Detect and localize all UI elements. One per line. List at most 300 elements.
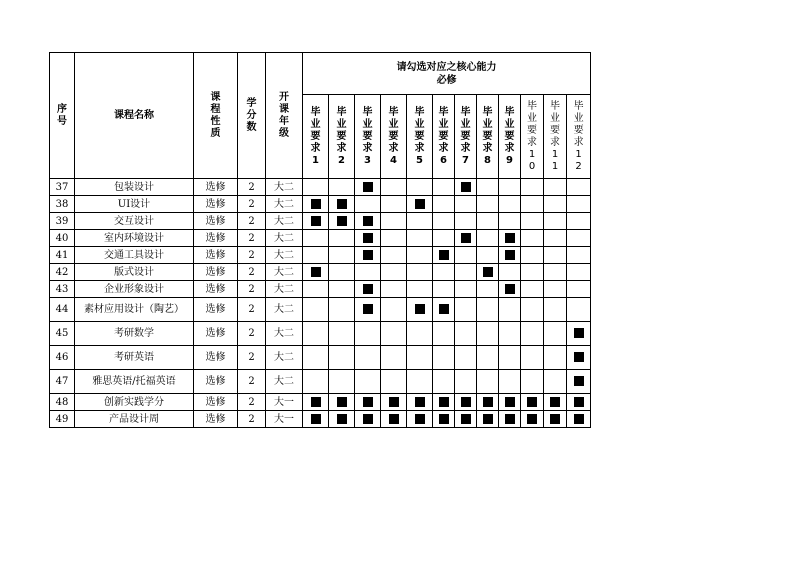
header-course-type: 课 程 性 质 xyxy=(194,53,238,179)
requirement-cell-6 xyxy=(433,179,455,196)
row-year: 大二 xyxy=(266,322,303,346)
requirement-cell-4 xyxy=(381,370,407,394)
requirement-cell-1 xyxy=(303,394,329,411)
requirement-cell-10 xyxy=(521,298,544,322)
requirement-cell-8 xyxy=(477,230,499,247)
row-course-type: 选修 xyxy=(194,411,238,428)
course-requirements-table xyxy=(49,52,591,428)
requirement-cell-5 xyxy=(407,247,433,264)
checked-mark-icon xyxy=(363,233,373,243)
checked-mark-icon xyxy=(311,414,321,424)
header-requirement-4: 毕 业 要 求 4 xyxy=(381,95,407,179)
requirement-cell-8 xyxy=(477,179,499,196)
requirement-cell-2 xyxy=(329,230,355,247)
requirement-cell-8 xyxy=(477,411,499,428)
checked-mark-icon xyxy=(439,397,449,407)
row-year: 大二 xyxy=(266,230,303,247)
checked-mark-icon xyxy=(415,199,425,209)
row-credits: 2 xyxy=(238,298,266,322)
checked-mark-icon xyxy=(574,328,584,338)
requirement-cell-11 xyxy=(544,230,567,247)
requirement-cell-6 xyxy=(433,264,455,281)
table-row xyxy=(50,394,591,411)
requirement-cell-8 xyxy=(477,322,499,346)
requirement-cell-8 xyxy=(477,247,499,264)
requirement-cell-5 xyxy=(407,230,433,247)
row-course-type: 选修 xyxy=(194,196,238,213)
header-requirement-7: 毕 业 要 求 7 xyxy=(455,95,477,179)
header-requirement-1: 毕 业 要 求 1 xyxy=(303,95,329,179)
requirement-cell-7 xyxy=(455,322,477,346)
requirement-cell-12 xyxy=(567,322,591,346)
requirement-cell-12 xyxy=(567,230,591,247)
requirement-cell-8 xyxy=(477,298,499,322)
requirement-cell-7 xyxy=(455,213,477,230)
requirement-cell-11 xyxy=(544,411,567,428)
row-year: 大二 xyxy=(266,264,303,281)
row-seq: 41 xyxy=(50,247,75,264)
checked-mark-icon xyxy=(505,414,515,424)
table-row xyxy=(50,230,591,247)
row-course-type: 选修 xyxy=(194,281,238,298)
checked-mark-icon xyxy=(574,352,584,362)
row-course-name: 包装设计 xyxy=(75,179,194,196)
header-requirement-6: 毕 业 要 求 6 xyxy=(433,95,455,179)
row-credits: 2 xyxy=(238,322,266,346)
checked-mark-icon xyxy=(363,414,373,424)
requirement-cell-2 xyxy=(329,298,355,322)
row-credits: 2 xyxy=(238,247,266,264)
checked-mark-icon xyxy=(337,199,347,209)
requirement-cell-7 xyxy=(455,370,477,394)
table-row xyxy=(50,196,591,213)
requirement-cell-9 xyxy=(499,264,521,281)
requirement-cell-4 xyxy=(381,230,407,247)
requirement-cell-10 xyxy=(521,411,544,428)
requirement-cell-5 xyxy=(407,394,433,411)
requirement-cell-9 xyxy=(499,281,521,298)
row-credits: 2 xyxy=(238,281,266,298)
checked-mark-icon xyxy=(550,414,560,424)
row-course-type: 选修 xyxy=(194,322,238,346)
requirement-cell-5 xyxy=(407,298,433,322)
checked-mark-icon xyxy=(363,216,373,226)
checked-mark-icon xyxy=(483,267,493,277)
row-course-name: 交互设计 xyxy=(75,213,194,230)
requirement-cell-8 xyxy=(477,281,499,298)
row-course-type: 选修 xyxy=(194,346,238,370)
checked-mark-icon xyxy=(461,182,471,192)
header-course-name: 课程名称 xyxy=(75,53,194,179)
header-requirement-5: 毕 业 要 求 5 xyxy=(407,95,433,179)
requirement-cell-11 xyxy=(544,213,567,230)
requirement-cell-10 xyxy=(521,213,544,230)
requirement-cell-10 xyxy=(521,247,544,264)
checked-mark-icon xyxy=(461,414,471,424)
checked-mark-icon xyxy=(574,376,584,386)
requirement-cell-2 xyxy=(329,370,355,394)
requirement-cell-2 xyxy=(329,346,355,370)
requirement-cell-5 xyxy=(407,196,433,213)
requirement-cell-4 xyxy=(381,281,407,298)
header-year: 开 课 年 级 xyxy=(266,53,303,179)
requirement-cell-8 xyxy=(477,196,499,213)
table-row xyxy=(50,346,591,370)
requirement-cell-8 xyxy=(477,264,499,281)
requirement-cell-8 xyxy=(477,213,499,230)
row-course-type: 选修 xyxy=(194,247,238,264)
row-year: 大一 xyxy=(266,394,303,411)
requirement-cell-6 xyxy=(433,411,455,428)
row-course-type: 选修 xyxy=(194,230,238,247)
requirement-cell-1 xyxy=(303,370,329,394)
requirement-cell-7 xyxy=(455,179,477,196)
requirement-cell-3 xyxy=(355,230,381,247)
table-row xyxy=(50,298,591,322)
requirement-cell-11 xyxy=(544,264,567,281)
requirement-cell-12 xyxy=(567,298,591,322)
requirement-cell-9 xyxy=(499,196,521,213)
row-seq: 46 xyxy=(50,346,75,370)
checked-mark-icon xyxy=(415,304,425,314)
requirement-cell-12 xyxy=(567,247,591,264)
requirement-cell-10 xyxy=(521,322,544,346)
row-course-name: 产品设计周 xyxy=(75,411,194,428)
requirement-cell-8 xyxy=(477,346,499,370)
requirement-cell-6 xyxy=(433,213,455,230)
row-seq: 38 xyxy=(50,196,75,213)
checked-mark-icon xyxy=(439,250,449,260)
row-credits: 2 xyxy=(238,230,266,247)
row-course-name: 创新实践学分 xyxy=(75,394,194,411)
requirement-cell-10 xyxy=(521,346,544,370)
header-requirement-9: 毕 业 要 求 9 xyxy=(499,95,521,179)
requirement-cell-1 xyxy=(303,322,329,346)
requirement-cell-8 xyxy=(477,394,499,411)
checked-mark-icon xyxy=(363,182,373,192)
requirement-cell-1 xyxy=(303,230,329,247)
requirement-cell-9 xyxy=(499,179,521,196)
requirement-cell-11 xyxy=(544,247,567,264)
requirement-cell-10 xyxy=(521,370,544,394)
requirement-cell-2 xyxy=(329,196,355,213)
row-year: 大二 xyxy=(266,281,303,298)
row-seq: 37 xyxy=(50,179,75,196)
requirement-cell-1 xyxy=(303,179,329,196)
requirement-cell-6 xyxy=(433,247,455,264)
table-row xyxy=(50,370,591,394)
checked-mark-icon xyxy=(439,414,449,424)
requirement-cell-3 xyxy=(355,298,381,322)
requirement-cell-10 xyxy=(521,264,544,281)
requirement-cell-10 xyxy=(521,230,544,247)
row-credits: 2 xyxy=(238,179,266,196)
requirement-cell-1 xyxy=(303,411,329,428)
requirement-cell-11 xyxy=(544,298,567,322)
requirement-cell-4 xyxy=(381,179,407,196)
requirement-cell-4 xyxy=(381,213,407,230)
row-seq: 43 xyxy=(50,281,75,298)
row-seq: 47 xyxy=(50,370,75,394)
requirement-cell-4 xyxy=(381,346,407,370)
requirement-cell-12 xyxy=(567,213,591,230)
requirement-cell-12 xyxy=(567,264,591,281)
checked-mark-icon xyxy=(311,199,321,209)
table-row xyxy=(50,247,591,264)
row-credits: 2 xyxy=(238,264,266,281)
header-seq: 序 号 xyxy=(50,53,75,179)
header-requirement-8: 毕 业 要 求 8 xyxy=(477,95,499,179)
requirement-cell-2 xyxy=(329,394,355,411)
row-seq: 49 xyxy=(50,411,75,428)
requirement-cell-11 xyxy=(544,394,567,411)
requirement-cell-3 xyxy=(355,281,381,298)
requirement-cell-12 xyxy=(567,411,591,428)
row-course-type: 选修 xyxy=(194,370,238,394)
row-course-name: UI设计 xyxy=(75,196,194,213)
header-requirement-12: 毕 业 要 求 1 2 xyxy=(567,95,591,179)
requirement-cell-1 xyxy=(303,213,329,230)
requirement-cell-6 xyxy=(433,394,455,411)
requirement-cell-6 xyxy=(433,281,455,298)
requirement-cell-3 xyxy=(355,196,381,213)
requirement-cell-4 xyxy=(381,264,407,281)
row-course-type: 选修 xyxy=(194,394,238,411)
requirement-cell-5 xyxy=(407,281,433,298)
checked-mark-icon xyxy=(505,397,515,407)
requirement-cell-11 xyxy=(544,196,567,213)
requirement-cell-7 xyxy=(455,264,477,281)
requirement-cell-10 xyxy=(521,394,544,411)
row-course-type: 选修 xyxy=(194,213,238,230)
requirement-cell-1 xyxy=(303,264,329,281)
requirement-cell-1 xyxy=(303,298,329,322)
requirement-cell-10 xyxy=(521,179,544,196)
row-year: 大二 xyxy=(266,179,303,196)
row-seq: 44 xyxy=(50,298,75,322)
requirement-cell-7 xyxy=(455,298,477,322)
checked-mark-icon xyxy=(574,414,584,424)
requirement-cell-8 xyxy=(477,370,499,394)
checked-mark-icon xyxy=(311,397,321,407)
requirement-cell-6 xyxy=(433,196,455,213)
requirement-cell-6 xyxy=(433,370,455,394)
table-row xyxy=(50,179,591,196)
requirement-cell-7 xyxy=(455,196,477,213)
row-credits: 2 xyxy=(238,411,266,428)
row-seq: 42 xyxy=(50,264,75,281)
row-credits: 2 xyxy=(238,370,266,394)
requirement-cell-12 xyxy=(567,281,591,298)
requirement-cell-6 xyxy=(433,230,455,247)
requirement-cell-2 xyxy=(329,281,355,298)
checked-mark-icon xyxy=(483,397,493,407)
requirement-cell-4 xyxy=(381,411,407,428)
requirement-cell-5 xyxy=(407,370,433,394)
checked-mark-icon xyxy=(461,397,471,407)
requirement-cell-4 xyxy=(381,322,407,346)
row-seq: 40 xyxy=(50,230,75,247)
row-year: 大二 xyxy=(266,298,303,322)
table-row xyxy=(50,281,591,298)
requirement-cell-3 xyxy=(355,346,381,370)
requirement-cell-6 xyxy=(433,346,455,370)
requirement-cell-12 xyxy=(567,370,591,394)
row-course-name: 交通工具设计 xyxy=(75,247,194,264)
checked-mark-icon xyxy=(389,414,399,424)
checked-mark-icon xyxy=(337,216,347,226)
checked-mark-icon xyxy=(574,397,584,407)
requirement-cell-12 xyxy=(567,346,591,370)
requirement-cell-12 xyxy=(567,179,591,196)
table-row xyxy=(50,264,591,281)
requirement-cell-11 xyxy=(544,322,567,346)
requirement-cell-6 xyxy=(433,298,455,322)
requirement-cell-11 xyxy=(544,346,567,370)
row-year: 大二 xyxy=(266,196,303,213)
requirement-cell-5 xyxy=(407,213,433,230)
row-seq: 45 xyxy=(50,322,75,346)
requirement-cell-3 xyxy=(355,264,381,281)
requirement-cell-4 xyxy=(381,298,407,322)
row-course-name: 版式设计 xyxy=(75,264,194,281)
row-year: 大二 xyxy=(266,213,303,230)
requirement-cell-7 xyxy=(455,346,477,370)
requirement-cell-11 xyxy=(544,281,567,298)
requirement-cell-1 xyxy=(303,247,329,264)
requirement-cell-4 xyxy=(381,247,407,264)
requirement-cell-9 xyxy=(499,346,521,370)
row-course-name: 考研英语 xyxy=(75,346,194,370)
checked-mark-icon xyxy=(505,284,515,294)
requirement-cell-7 xyxy=(455,394,477,411)
requirement-cell-1 xyxy=(303,346,329,370)
requirement-cell-9 xyxy=(499,247,521,264)
header-requirement-10: 毕 业 要 求 1 0 xyxy=(521,95,544,179)
row-course-type: 选修 xyxy=(194,179,238,196)
row-course-name: 室内环境设计 xyxy=(75,230,194,247)
checked-mark-icon xyxy=(311,267,321,277)
requirement-cell-5 xyxy=(407,179,433,196)
header-group-title: 请勾选对应之核心能力 必修 xyxy=(303,53,591,95)
checked-mark-icon xyxy=(505,250,515,260)
checked-mark-icon xyxy=(483,414,493,424)
header-requirement-3: 毕 业 要 求 3 xyxy=(355,95,381,179)
checked-mark-icon xyxy=(389,397,399,407)
row-course-type: 选修 xyxy=(194,298,238,322)
checked-mark-icon xyxy=(363,250,373,260)
requirement-cell-12 xyxy=(567,196,591,213)
checked-mark-icon xyxy=(337,414,347,424)
checked-mark-icon xyxy=(505,233,515,243)
requirement-cell-2 xyxy=(329,322,355,346)
row-year: 大一 xyxy=(266,411,303,428)
row-credits: 2 xyxy=(238,213,266,230)
requirement-cell-5 xyxy=(407,346,433,370)
table-row xyxy=(50,322,591,346)
checked-mark-icon xyxy=(311,216,321,226)
requirement-cell-2 xyxy=(329,411,355,428)
requirement-cell-11 xyxy=(544,370,567,394)
table-row xyxy=(50,411,591,428)
requirement-cell-3 xyxy=(355,247,381,264)
header-requirement-11: 毕 业 要 求 1 1 xyxy=(544,95,567,179)
checked-mark-icon xyxy=(415,397,425,407)
requirement-cell-5 xyxy=(407,411,433,428)
row-seq: 48 xyxy=(50,394,75,411)
checked-mark-icon xyxy=(337,397,347,407)
row-course-type: 选修 xyxy=(194,264,238,281)
row-year: 大二 xyxy=(266,370,303,394)
checked-mark-icon xyxy=(439,304,449,314)
row-course-name: 考研数学 xyxy=(75,322,194,346)
checked-mark-icon xyxy=(363,397,373,407)
row-year: 大二 xyxy=(266,247,303,264)
requirement-cell-2 xyxy=(329,213,355,230)
requirement-cell-1 xyxy=(303,281,329,298)
header-requirement-2: 毕 业 要 求 2 xyxy=(329,95,355,179)
requirement-cell-2 xyxy=(329,264,355,281)
requirement-cell-9 xyxy=(499,230,521,247)
row-year: 大二 xyxy=(266,346,303,370)
checked-mark-icon xyxy=(363,304,373,314)
requirement-cell-4 xyxy=(381,394,407,411)
row-credits: 2 xyxy=(238,394,266,411)
requirement-cell-7 xyxy=(455,281,477,298)
requirement-cell-5 xyxy=(407,264,433,281)
requirement-cell-9 xyxy=(499,213,521,230)
requirement-cell-3 xyxy=(355,370,381,394)
row-credits: 2 xyxy=(238,346,266,370)
requirement-cell-3 xyxy=(355,394,381,411)
requirement-cell-6 xyxy=(433,322,455,346)
requirement-cell-7 xyxy=(455,411,477,428)
requirement-cell-10 xyxy=(521,196,544,213)
row-course-name: 企业形象设计 xyxy=(75,281,194,298)
requirement-cell-3 xyxy=(355,322,381,346)
requirement-cell-10 xyxy=(521,281,544,298)
requirement-cell-9 xyxy=(499,411,521,428)
requirement-cell-11 xyxy=(544,179,567,196)
requirement-cell-5 xyxy=(407,322,433,346)
requirement-cell-9 xyxy=(499,370,521,394)
checked-mark-icon xyxy=(415,414,425,424)
requirement-cell-1 xyxy=(303,196,329,213)
row-credits: 2 xyxy=(238,196,266,213)
row-course-name: 雅思英语/托福英语 xyxy=(75,370,194,394)
requirement-cell-3 xyxy=(355,179,381,196)
row-course-name: 素材应用设计（陶艺） xyxy=(75,298,194,322)
checked-mark-icon xyxy=(461,233,471,243)
checked-mark-icon xyxy=(527,414,537,424)
requirement-cell-12 xyxy=(567,394,591,411)
requirement-cell-9 xyxy=(499,298,521,322)
requirement-cell-9 xyxy=(499,394,521,411)
checked-mark-icon xyxy=(363,284,373,294)
header-credits: 学 分 数 xyxy=(238,53,266,179)
requirement-cell-2 xyxy=(329,247,355,264)
requirement-cell-2 xyxy=(329,179,355,196)
requirement-cell-7 xyxy=(455,230,477,247)
requirement-cell-9 xyxy=(499,322,521,346)
row-seq: 39 xyxy=(50,213,75,230)
table-row xyxy=(50,213,591,230)
requirement-cell-7 xyxy=(455,247,477,264)
requirement-cell-4 xyxy=(381,196,407,213)
requirement-cell-3 xyxy=(355,213,381,230)
checked-mark-icon xyxy=(550,397,560,407)
checked-mark-icon xyxy=(527,397,537,407)
